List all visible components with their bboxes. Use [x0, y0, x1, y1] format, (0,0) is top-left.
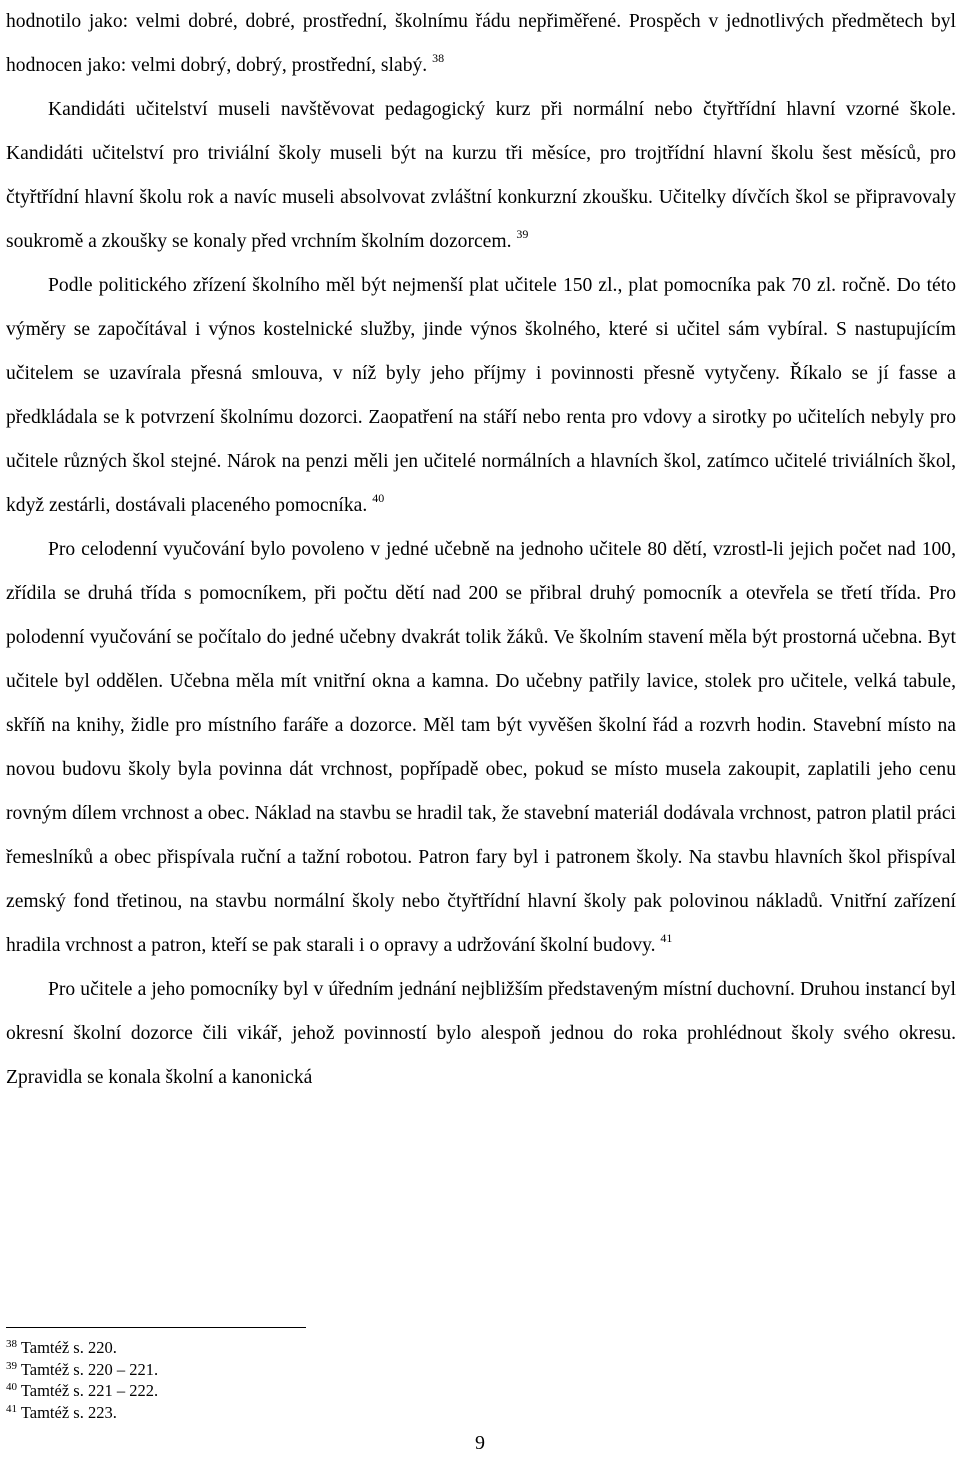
footnote-separator	[6, 1327, 306, 1328]
footnote-number: 38	[6, 1338, 17, 1350]
footnote	[6, 1359, 158, 1381]
paragraph	[6, 264, 956, 528]
paragraph	[6, 0, 956, 88]
footnote-reference: 39	[516, 227, 529, 241]
paragraph	[6, 528, 956, 968]
body-text	[6, 0, 956, 1100]
paragraph	[6, 88, 956, 264]
paragraph-text: Podle politického zřízení školního měl být nejmenší plat učitele 150 zl., plat pomocníka pak 70 zl. ročně. Do této výměry se započítával i výnos kostelnické služby, jinde výnos školného, které si učitel sám vybíral. S nastupujícím učitelem se uzavírala přesná smlouva, v níž byly jeho příjmy i povinnosti přesně vytyčeny. Říkalo se jí fasse a předkládala se k potvrzení školnímu dozorci. Zaopatření na stáří nebo renta pro vdovy a sirotky po učitelích nebyly pro učitele různých škol stejné. Nárok na penzi měli jen učitelé normálních a hlavních škol, zatímco učitelé triviálních škol, když zestárli, dostávali placeného pomocníka.	[6, 275, 956, 516]
footnote-number: 39	[6, 1359, 17, 1372]
footnotes	[6, 1337, 158, 1423]
footnote	[6, 1337, 158, 1359]
paragraph	[6, 968, 956, 1100]
footnote	[6, 1402, 158, 1424]
footnote-reference: 38	[432, 51, 445, 65]
footnote-reference: 40	[372, 491, 385, 505]
footnote-text: Tamtéž s. 220.	[20, 1338, 117, 1357]
footnote-number: 41	[6, 1402, 17, 1415]
footnote	[6, 1380, 158, 1402]
paragraph-text: Kandidáti učitelství museli navštěvovat pedagogický kurz při normální nebo čtyřtřídní hlavní vzorné škole. Kandidáti učitelství pro triviální školy museli být na kurzu tři měsíce, pro trojtřídní hlavní školu šest měsíců, pro čtyřtřídní hlavní školu rok a navíc museli absolvovat zvláštní konkurzní zkoušku. Učitelky dívčích škol se připravovaly soukromě a zkoušky se konaly před vrchním školním dozorcem.	[6, 99, 956, 252]
footnote-number: 40	[6, 1381, 17, 1393]
footnote-text: Tamtéž s. 220 – 221.	[20, 1359, 159, 1379]
paragraph-text: hodnotilo jako: velmi dobré, dobré, prostřední, školnímu řádu nepřiměřené. Prospěch v jednotlivých předmětech byl hodnocen jako: velmi dobrý, dobrý, prostřední, slabý.	[6, 11, 956, 76]
paragraph-text: Pro celodenní vyučování bylo povoleno v jedné učebně na jednoho učitele 80 dětí, vzrostl-li jejich počet nad 100, zřídila se druhá třída s pomocníkem, při počtu dětí nad 200 se přibral druhý pomocník a otevřela se třetí třída. Pro polodenní vyučování se počítalo do jedné učebny dvakrát tolik žáků. Ve školním stavení měla být prostorná učebna. Byt učitele byl oddělen. Učebna měla mít vnitřní okna a kamna. Do učebny patřily lavice, stolek pro učitele, velká tabule, skříň na knihy, židle pro místního faráře a dozorce. Měl tam být vyvěšen školní řád a rozvrh hodin. Stavební místo na novou budovu školy byla povinna dát vrchnost, popřípadě obec, pokud se místo musela zakoupit, zaplatili jeho cenu rovným dílem vrchnost a obec. Náklad na stavbu se hradil tak, že stavební materiál dodávala vrchnost, patron platil práci řemeslníků a obec přispívala ruční a tažní robotou. Patron fary byl i patronem školy. Na stavbu hlavních škol přispíval zemský fond třetinou, na stavbu normální školy nebo čtyřtřídní hlavní školy pak polovinou nákladů. Vnitřní zařízení hradila vrchnost a patron, kteří se pak starali i o opravy a udržování školní budovy.	[6, 539, 956, 956]
footnote-reference: 41	[660, 931, 673, 945]
footnote-text: Tamtéž s. 223.	[20, 1402, 117, 1422]
page-number: 9	[475, 1432, 485, 1454]
paragraph-text: Pro učitele a jeho pomocníky byl v úředním jednání nejbližším představeným místní duchovní. Druhou instancí byl okresní školní dozorce čili vikář, jehož povinností bylo alespoň jednou do roka prohlédnout školy svého okresu. Zpravidla se konala školní a kanonická	[6, 979, 956, 1088]
footnote-text: Tamtéž s. 221 – 222.	[20, 1381, 159, 1400]
